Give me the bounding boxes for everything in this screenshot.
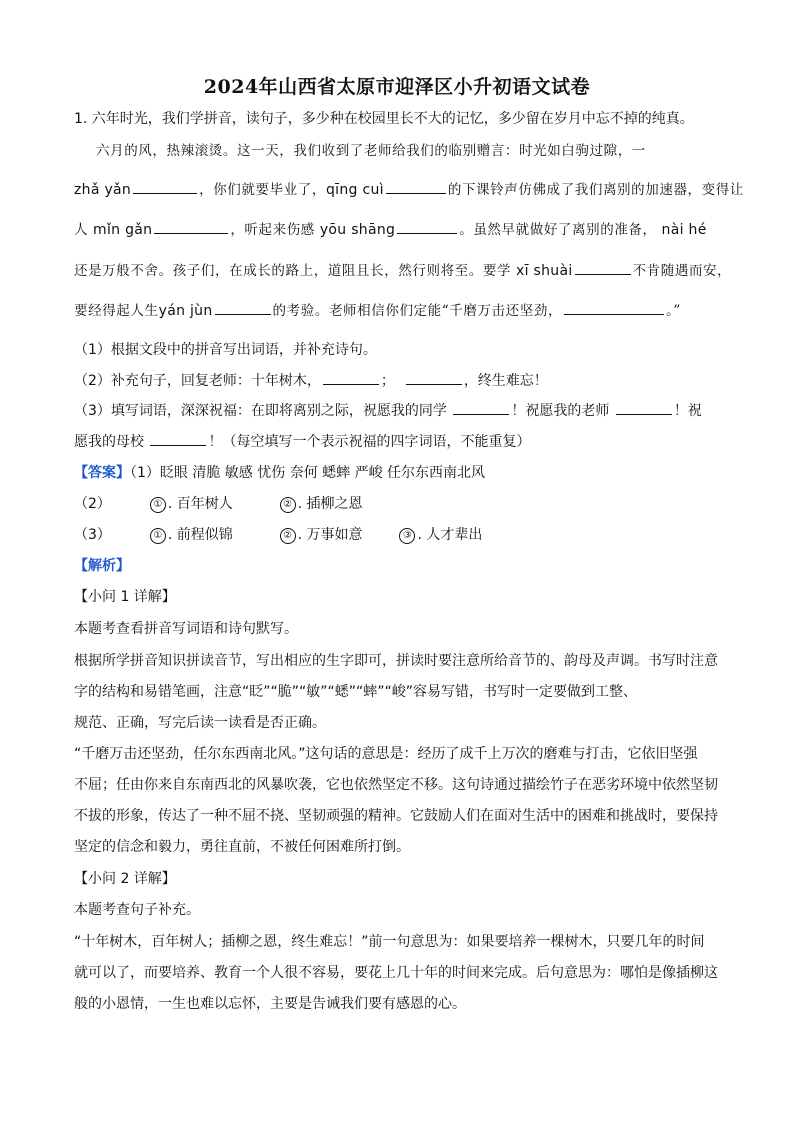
sub-question-text: ； [380, 373, 395, 389]
answer-label: （2） [74, 496, 111, 512]
answer-blank[interactable] [575, 261, 631, 275]
sub-question-2 [74, 371, 548, 390]
passage-text: 不肯随遇而安， [632, 263, 732, 279]
answer-blank[interactable] [453, 401, 509, 415]
answer-tag: 【答案】 [74, 465, 130, 481]
answer-blank[interactable] [323, 371, 379, 385]
analysis-line: 不拔的形象，传达了一种不屈不挠、坚韧顽强的精神。它鼓励人们在面对生活中的困难和挑战时，要保持 [74, 808, 718, 824]
passage-line-4 [74, 261, 731, 281]
analysis-paragraph: 本题考查句子补充。 [74, 902, 200, 918]
analysis-line: “千磨万击还坚劲，任尔东西南北风。”这句话的意思是：经历了成千上万次的磨难与打击，它依旧坚强 [74, 746, 698, 762]
circled-number: ② [280, 528, 296, 544]
circled-number: ② [280, 497, 296, 513]
pinyin-prompt: mǐn gǎn [93, 222, 153, 238]
sub-question-text: （3）填写词语，深深祝福：在即将离别之际，祝愿我的同学 [74, 403, 447, 419]
analysis-line: 规范、正确，写完后读一读看是否正确。 [74, 715, 326, 731]
analysis-line: 根据所学拼音知识拼读音节，写出相应的生字即可，拼读时要注意所给音节的、韵母及声调。书写时注意 [74, 653, 718, 669]
analysis-line: “十年树木，百年树人；插柳之恩，终生难忘！”前一句意思为：如果要培养一棵树木，只要几年的时间 [74, 934, 705, 950]
passage-line-2 [74, 180, 744, 200]
pinyin-prompt: yán jùn [158, 303, 213, 319]
answer-blank[interactable] [154, 220, 228, 234]
detail-heading-2: 【小问 2 详解】 [74, 871, 176, 887]
sub-question-text: （2）补充句子，回复老师：十年树木， [74, 373, 321, 389]
answer-text: （1）眨眼 清脆 敏感 忧伤 奈何 蟋蟀 严峻 任尔东西南北风 [130, 465, 486, 481]
pinyin-prompt: yōu shāng [319, 222, 396, 238]
analysis-tag: 【解析】 [74, 558, 130, 574]
analysis-line: 般的小恩情，一生也难以忘怀，主要是告诫我们要有感恩的心。 [74, 996, 466, 1012]
answer-blank[interactable] [397, 220, 457, 234]
answer-text: . 人才辈出 [417, 527, 483, 543]
answer-line-3 [74, 526, 482, 544]
pinyin-prompt: xī shuài [516, 263, 573, 279]
analysis-line: 坚定的信念和毅力，勇往直前，不被任何困难所打倒。 [74, 839, 410, 855]
sub-question-text: ！祝愿我的老师 [511, 403, 610, 419]
analysis-paragraph: 本题考查看拼音写词语和诗句默写。 [74, 621, 298, 637]
answer-text: . 插柳之恩 [297, 496, 363, 512]
sub-question-3-cont [74, 432, 530, 451]
passage-line-3 [74, 220, 707, 240]
answer-blank[interactable] [406, 371, 462, 385]
passage-line-1 [74, 141, 646, 161]
answer-text: . 百年树人 [167, 496, 233, 512]
passage-text: ，听起来伤感 [230, 222, 315, 238]
passage-text: 还是万般不舍。孩子们，在成长的路上，道阻且长，然行则将至。要学 [74, 263, 512, 279]
passage-text: 人 [74, 222, 89, 238]
sub-question-text: ！（每空填写一个表示祝福的四字词语，不能重复） [208, 434, 531, 450]
passage-text: 。” [666, 303, 681, 319]
pinyin-prompt: nài hé [661, 222, 707, 238]
answer-blank[interactable] [616, 401, 672, 415]
answer-line-2 [74, 495, 363, 513]
sub-question-3 [74, 401, 702, 420]
page-title: 2024年山西省太原市迎泽区小升初语文试卷 [203, 76, 591, 98]
answer-blank[interactable] [150, 432, 206, 446]
circled-number: ③ [399, 528, 415, 544]
answer-blank[interactable] [215, 301, 271, 315]
question-intro: 1. 六年时光，我们学拼音，读句子，多少种在校园里长不大的记忆，多少留在岁月中忘不掉的纯真。 [74, 111, 694, 127]
answer-blank[interactable] [564, 301, 664, 315]
analysis-line: 字的结构和易错笔画，注意“眨”“脆”“敏”“蟋”“蟀”“峻”容易写错，书写时一定要做到工整、 [74, 684, 638, 700]
answer-text: . 前程似锦 [167, 527, 233, 543]
sub-question-text: 愿我的母校 [74, 434, 144, 450]
answer-label: （3） [74, 527, 111, 543]
pinyin-prompt: qīng cuì [326, 182, 384, 198]
passage-text: 六月的风，热辣滚烫。这一天，我们收到了老师给我们的临别赠言：时光如白驹过隙，一 [96, 143, 646, 159]
answer-blank[interactable] [133, 180, 197, 194]
circled-number: ① [150, 528, 166, 544]
circled-number: ① [150, 497, 166, 513]
analysis-line: 就可以了，而要培养、教育一个人很不容易，要花上几十年的时间来完成。后句意思为：哪怕是像插柳这 [74, 965, 718, 981]
passage-text: 的考验。老师相信你们定能“千磨万击还坚劲， [272, 303, 563, 319]
pinyin-prompt: zhǎ yǎn [74, 182, 132, 198]
passage-text: 要经得起人生 [74, 303, 159, 319]
answer-line-1 [74, 464, 485, 482]
passage-line-5 [74, 301, 681, 321]
answer-text: . 万事如意 [297, 527, 363, 543]
detail-heading-1: 【小问 1 详解】 [74, 589, 176, 605]
sub-question-text: ，终生难忘！ [463, 373, 548, 389]
passage-text: ，你们就要毕业了， [199, 182, 326, 198]
answer-blank[interactable] [386, 180, 446, 194]
passage-text: 。虽然早就做好了离别的准备， [459, 222, 657, 238]
sub-question-1: （1）根据文段中的拼音写出词语，并补充诗句。 [74, 342, 377, 358]
passage-text: 的下课铃声仿佛成了我们离别的加速器，变得让 [447, 182, 744, 198]
sub-question-text: ！祝 [673, 403, 702, 419]
analysis-line: 不屈；任由你来自东南西北的风暴吹袭，它也依然坚定不移。这句诗通过描绘竹子在恶劣环境中依然坚韧 [74, 777, 718, 793]
